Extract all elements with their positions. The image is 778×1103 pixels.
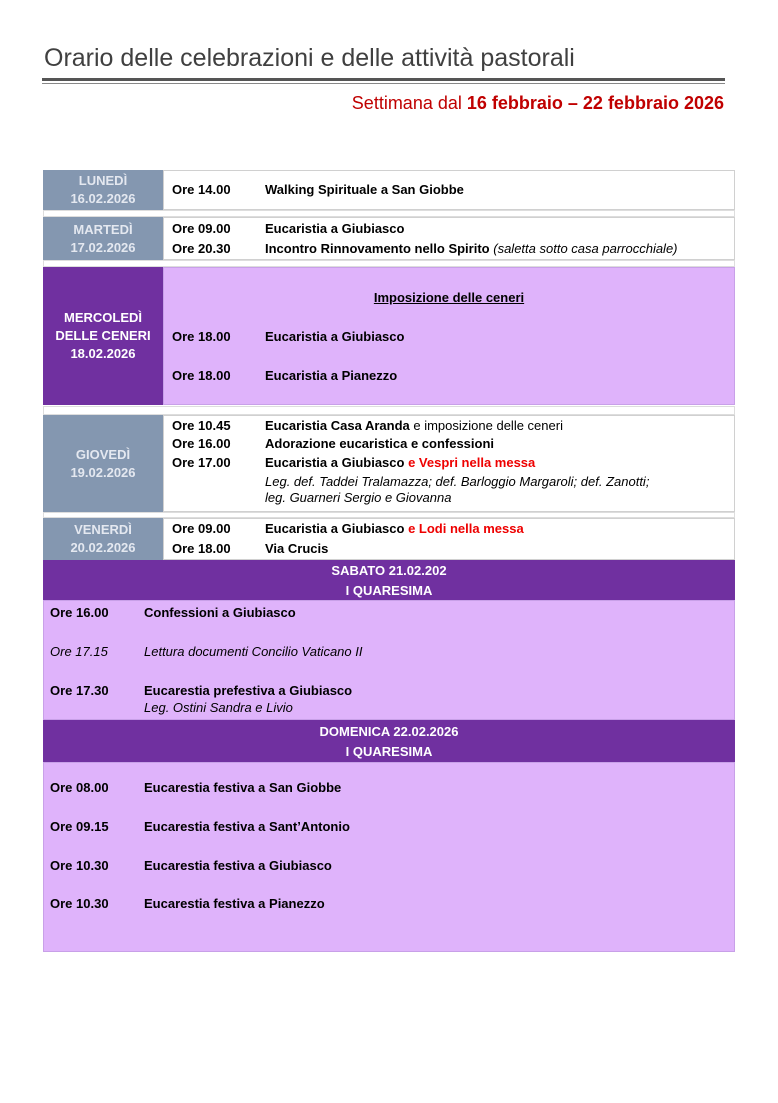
- event-time: Ore 09.15: [50, 819, 109, 834]
- event-text: Walking Spirituale a San Giobbe: [265, 182, 464, 197]
- title-rule: [42, 78, 725, 81]
- week-dates: 16 febbraio – 22 febbraio 2026: [466, 93, 724, 113]
- day-cell-martedi: [43, 217, 163, 260]
- event-time: Ore 09.00: [172, 221, 231, 236]
- event-note: leg. Guarneri Sergio e Giovanna: [265, 490, 452, 505]
- day-name-2: DELLE CENERI: [55, 328, 151, 343]
- event-text: Eucaristia a Pianezzo: [265, 368, 398, 383]
- week-range: [352, 93, 724, 114]
- sabato-header: [43, 560, 735, 601]
- event-text: Eucarestia festiva a Pianezzo: [144, 896, 325, 911]
- day-cell-venerdi: [43, 518, 163, 560]
- event-note: Leg. def. Taddei Tralamazza; def. Barloggio Margaroli; def. Zanotti;: [265, 474, 650, 489]
- row-spacer: [43, 406, 735, 415]
- sabato-liturgy: I QUARESIMA: [345, 583, 433, 598]
- event-time: Ore 10.30: [50, 858, 109, 873]
- event-time: Ore 17.15: [50, 644, 108, 659]
- day-name: VENERDÌ: [74, 522, 132, 537]
- event-time: Ore 20.30: [172, 241, 231, 256]
- day-name: MARTEDÌ: [73, 221, 133, 237]
- domenica-header: [43, 720, 735, 762]
- day-date: 20.02.2026: [70, 540, 136, 555]
- event-text: Lettura documenti Concilio Vaticano II: [144, 644, 363, 659]
- event-note: Leg. Ostini Sandra e Livio: [144, 700, 293, 715]
- day-name: LUNEDÌ: [78, 173, 128, 188]
- day-cell-lunedi: [43, 170, 163, 210]
- event-text: Eucaristia a Giubiasco: [265, 329, 405, 344]
- event-title: Eucaristia a Giubiasco: [265, 455, 405, 470]
- week-prefix: Settimana dal: [351, 93, 467, 113]
- event-time: Ore 14.00: [172, 182, 231, 197]
- event-text: [265, 416, 563, 436]
- event-time: Ore 16.00: [50, 605, 109, 620]
- event-text: Eucaristia a Giubiasco: [265, 221, 405, 236]
- event-text: Adorazione eucaristica e confessioni: [265, 436, 495, 451]
- section-heading: Imposizione delle ceneri: [373, 290, 525, 305]
- day-date: 19.02.2026: [70, 464, 136, 480]
- event-text: [265, 453, 535, 473]
- row-spacer: [43, 260, 735, 267]
- event-time: Ore 10.30: [50, 896, 109, 911]
- event-highlight: e Lodi nella messa: [404, 521, 524, 536]
- row-spacer: [43, 210, 735, 217]
- event-extra: e imposizione delle ceneri: [409, 418, 563, 433]
- event-note: (saletta sotto casa parrocchiale): [493, 241, 678, 256]
- day-name: MERCOLEDÌ: [64, 310, 142, 325]
- day-cell-mercoledi: [43, 267, 163, 405]
- event-text: Via Crucis: [265, 541, 329, 556]
- page-title: Orario delle celebrazioni e delle attività pastorali: [44, 44, 575, 72]
- event-time: Ore 18.00: [172, 368, 231, 383]
- day-date: 18.02.2026: [70, 346, 136, 361]
- day-cell-giovedi: [43, 415, 163, 512]
- event-time: Ore 09.00: [172, 521, 231, 536]
- event-time: Ore 17.30: [50, 683, 109, 698]
- event-highlight: e Vespri nella messa: [404, 455, 536, 470]
- event-title: Incontro Rinnovamento nello Spirito: [265, 241, 490, 256]
- event-title: Eucaristia a Giubiasco: [265, 521, 405, 536]
- event-time: Ore 17.00: [172, 455, 231, 470]
- event-time: Ore 16.00: [172, 436, 231, 451]
- event-time: Ore 08.00: [50, 780, 109, 795]
- event-text: [265, 519, 524, 539]
- event-text: [265, 239, 678, 259]
- event-text: Confessioni a Giubiasco: [144, 605, 296, 620]
- domenica-date: DOMENICA 22.02.2026: [319, 724, 459, 739]
- sabato-date: SABATO 21.02.202: [331, 563, 447, 578]
- title-rule-thin: [42, 83, 725, 84]
- event-text: Eucarestia prefestiva a Giubiasco: [144, 683, 353, 698]
- domenica-liturgy: I QUARESIMA: [345, 744, 433, 759]
- day-date: 17.02.2026: [70, 239, 136, 255]
- day-date: 16.02.2026: [70, 191, 136, 206]
- event-time: Ore 18.00: [172, 541, 231, 556]
- event-text: Eucarestia festiva a Sant’Antonio: [144, 819, 350, 834]
- event-time: Ore 10.45: [172, 418, 231, 433]
- event-text: Eucarestia festiva a Giubiasco: [144, 858, 332, 873]
- event-time: Ore 18.00: [172, 329, 231, 344]
- day-name: GIOVEDÌ: [75, 446, 131, 462]
- event-title: Eucaristia Casa Aranda: [265, 418, 410, 433]
- event-text: Eucarestia festiva a San Giobbe: [144, 780, 342, 795]
